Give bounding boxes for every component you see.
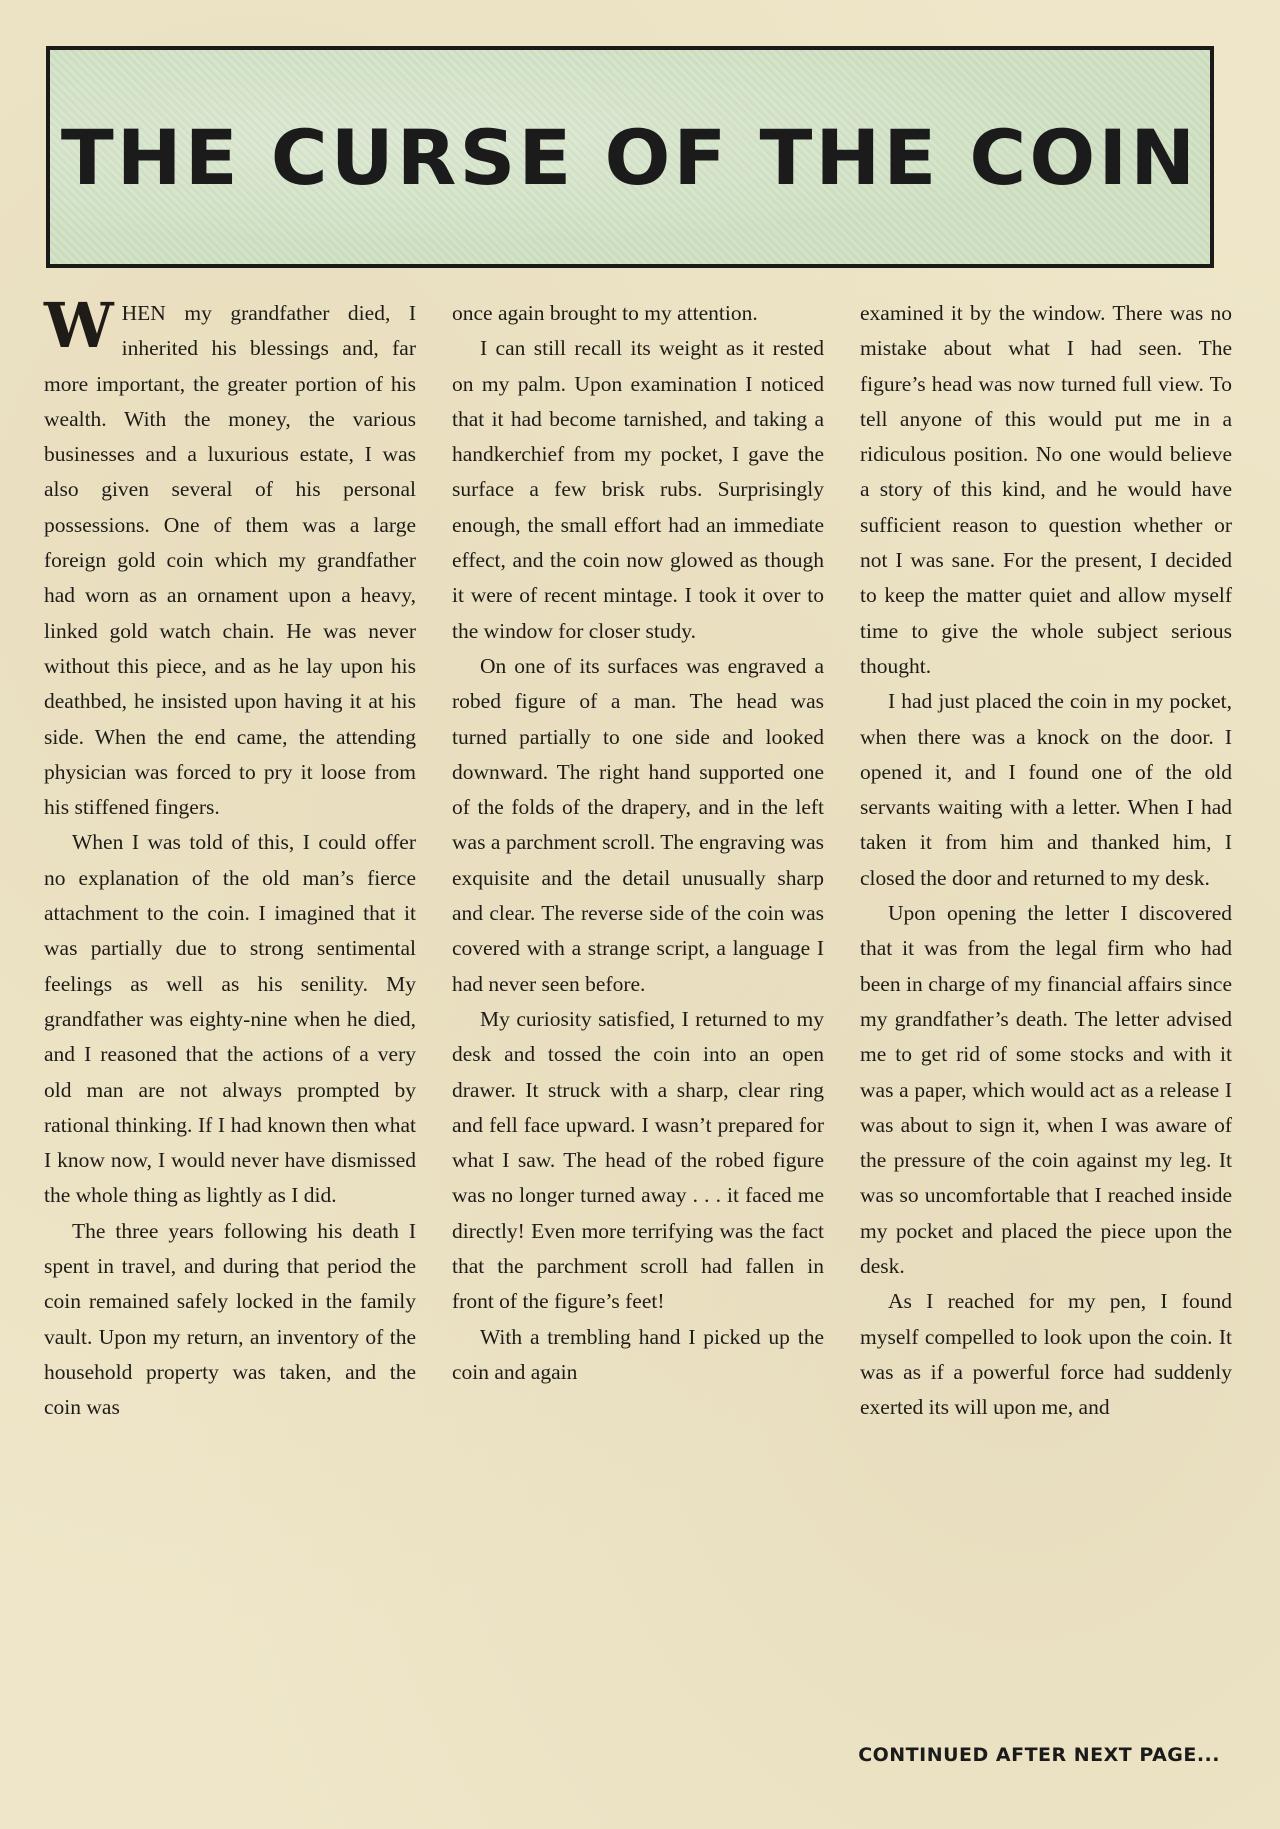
paragraph: examined it by the window. There was no mistake about what I had seen. The figure’s head was now turned full view. To tell anyone of this would put me in a ridiculous position. No one would believe a story of this kind, and he would have sufficient reason to question whether or not I was sane. For the present, I decided to keep the matter quiet and allow myself time to give the whole subject serious thought. (860, 301, 1232, 678)
paragraph: I can still recall its weight as it rested on my palm. Upon examination I noticed that it had become tarnished, and taking a handkerchief from my pocket, I gave the surface a few brisk rubs. Surprisingly enough, the small effort had an immediate effect, and the coin now glowed as though it were of recent mintage. I took it over to the window for closer study. (452, 336, 824, 643)
paragraph: I had just placed the coin in my pocket, when there was a knock on the door. I opened it, and I found one of the old servants waiting with a letter. When I had taken it from him and thanked him, I closed the door and returned to my desk. (860, 689, 1232, 890)
paragraph: WHEN my grandfather died, I inherited his blessings and, far more important, the greater portion of his wealth. With the money, the various businesses and a luxurious estate, I was also given several of his personal possessions. One of them was a large foreign gold coin which my grandfather had worn as an ornament upon a heavy, linked gold watch chain. He was never without this piece, and as he lay upon his deathbed, he insisted upon having it at his side. When the end came, the attending physician was forced to pry it loose from his stiffened fingers. (44, 289, 416, 820)
paragraph: The three years following his death I spent in travel, and during that period the coin remained safely locked in the family vault. Upon my return, an inventory of the household property was taken, and the coin was (44, 1218, 416, 1420)
drop-cap: W (44, 289, 114, 362)
paragraph: On one of its surfaces was engraved a robed figure of a man. The head was turned partially to one side and looked downward. The right hand supported one of the folds of the drapery, and in the left was a parchment scroll. The engraving was exquisite and the detail unusually sharp and clear. The reverse side of the coin was covered with a strange script, a language I had never seen before. (452, 653, 824, 996)
text-column-1 (44, 289, 416, 1746)
paragraph: With a trembling hand I picked up the coin and again (452, 1324, 824, 1384)
paragraph: My curiosity satisfied, I returned to my desk and tossed the coin into an open drawer. It struck with a sharp, clear ring and fell face upward. I wasn’t prepared for what I saw. The head of the robed figure was no longer turned away . . . it faced me directly! Even more terrifying was the fact that the parchment scroll had fallen in front of the figure’s feet! (452, 1006, 824, 1314)
title-banner (46, 46, 1214, 268)
text-columns (44, 289, 1232, 1746)
paragraph: As I reached for my pen, I found myself compelled to look upon the coin. It was as if a powerful force had suddenly exerted its will upon me, and (860, 1289, 1232, 1420)
paragraph: once again brought to my attention. (452, 301, 758, 325)
story-title: THE CURSE OF THE COIN (61, 112, 1199, 202)
paragraph: When I was told of this, I could offer no explanation of the old man’s fierce attachment to the coin. I imagined that it was partially due to strong sentimental feelings as well as his senility. My grandfather was eighty-nine when he died, and I reasoned that the actions of a very old man are not always prompted by rational thinking. If I had known then what I know now, I would never have dismissed the whole thing as lightly as I did. (44, 830, 416, 1208)
text-column-2 (452, 296, 824, 1746)
text-column-3 (860, 296, 1232, 1746)
paragraph: Upon opening the letter I discovered that it was from the legal firm who had been in charge of my financial affairs since my grandfather’s death. The letter advised me to get rid of some stocks and with it was a paper, which would act as a release I was about to sign it, when I was aware of the pressure of the coin against my leg. It was so uncomfortable that I reached inside my pocket and placed the piece upon the desk. (860, 901, 1232, 1279)
continued-notice: CONTINUED AFTER NEXT PAGE... (858, 1744, 1220, 1766)
